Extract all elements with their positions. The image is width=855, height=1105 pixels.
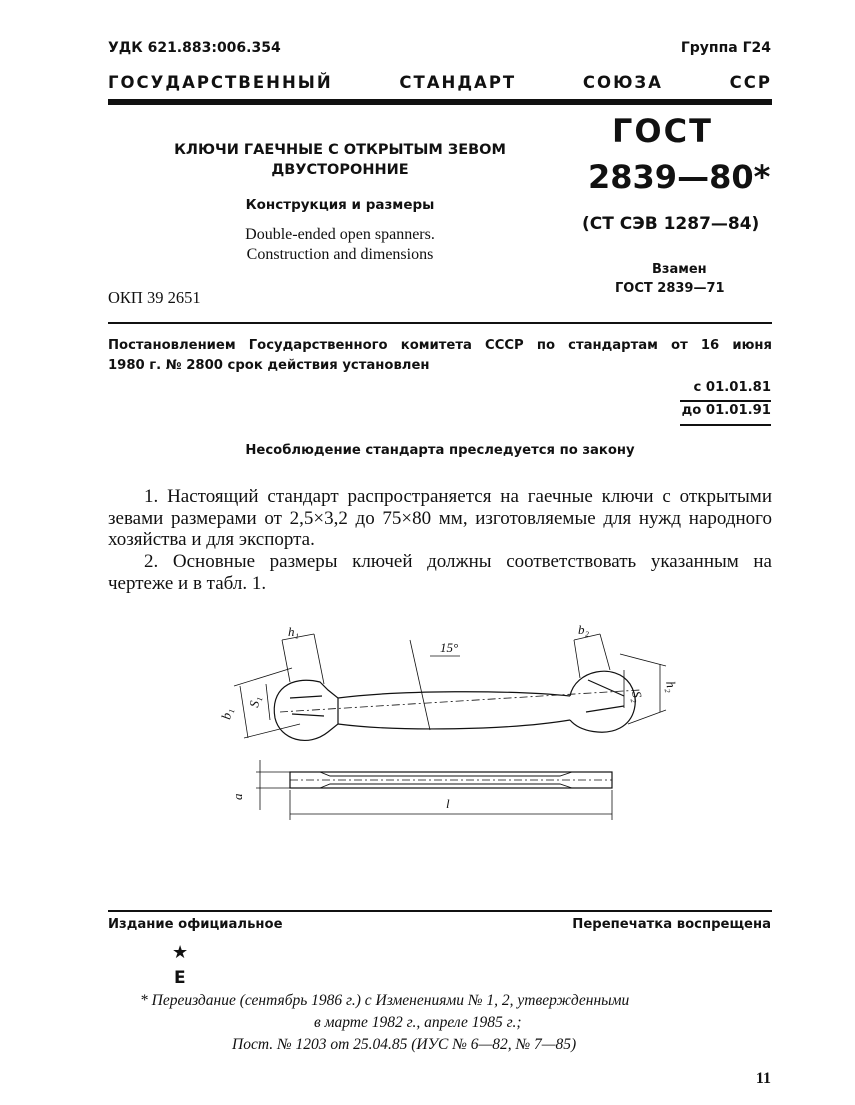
header-divider	[108, 99, 772, 105]
decree-line2: 1980 г. № 2800 срок действия установлен	[108, 358, 430, 373]
right-jaw-lines	[586, 680, 624, 712]
date-divider	[680, 400, 771, 402]
dim-b1-label: b₁	[218, 707, 235, 721]
date-divider-bottom	[680, 424, 771, 426]
replaces-gost: ГОСТ 2839—71	[615, 281, 725, 296]
dim-l-label: l	[446, 796, 450, 811]
title-ru-line2: ДВУСТОРОННИЕ	[271, 162, 409, 178]
handle-outline	[338, 692, 570, 729]
replaces-label: Взамен	[652, 262, 707, 277]
dim-b1-ext2	[244, 724, 300, 738]
dim-s1-line	[266, 684, 270, 720]
left-head-outline	[274, 680, 338, 740]
official-edition: Издание официальное	[108, 917, 283, 932]
dim-b1-line	[240, 686, 248, 738]
title-ru-line1: КЛЮЧИ ГАЕЧНЫЕ С ОТКРЫТЫМ ЗЕВОМ	[174, 142, 506, 158]
udk-code: УДК 621.883:006.354	[108, 40, 281, 56]
title-ru-subtitle: Конструкция и размеры	[245, 197, 435, 213]
dim-a-label: a	[230, 793, 245, 800]
legal-notice: Несоблюдение стандарта преследуется по закону	[245, 443, 635, 458]
dim-b2-ext1	[574, 640, 580, 678]
validity-date-from: с 01.01.81	[693, 380, 771, 395]
footnote-line1: * Переиздание (сентябрь 1986 г.) с Изменениями № 1, 2, утвержденными	[140, 992, 630, 1009]
paragraph-2: 2. Основные размеры ключей должны соответствовать указанным на чертеже и в табл. 1.	[108, 551, 772, 594]
footer-divider	[108, 910, 772, 912]
dim-h1-ext1	[282, 640, 290, 682]
dim-h1-ext2	[314, 634, 324, 684]
decree-line1: Постановлением Государственного комитета СССР по стандартам от 16 июня	[108, 338, 772, 353]
dim-h2-ext1	[620, 654, 666, 666]
title-en-line2: Construction and dimensions	[246, 246, 434, 263]
title-en-line1: Double-ended open spanners.	[245, 226, 435, 243]
footnote-line3: Пост. № 1203 от 25.04.85 (ИУС № 6—82, № 7—85)	[232, 1036, 577, 1053]
spanner-drawing	[220, 620, 690, 850]
dim-h1-label: h₁	[288, 624, 300, 639]
e-mark: Е	[174, 968, 186, 988]
reprint-notice: Перепечатка воспрещена	[572, 917, 771, 932]
star-mark: ★	[172, 942, 189, 963]
right-head-outline	[570, 671, 635, 732]
group-code: Группа Г24	[680, 40, 771, 56]
paragraph-1: 1. Настоящий стандарт распространяется на гаечные ключи с открытыми зевами размерами от 2,5×3,2 до 75×80 мм, изготовляемые для нужд народного хозяйства и для экспорта.	[108, 486, 772, 550]
okp-code: ОКП 39 2651	[108, 288, 201, 307]
page-number: 11	[755, 1070, 771, 1087]
gost-number: 2839—80*	[588, 158, 771, 196]
angle-leader	[410, 640, 430, 730]
angle-label: 15°	[440, 640, 459, 655]
validity-date-to: до 01.01.91	[681, 403, 771, 418]
dim-b2-ext2	[600, 634, 610, 670]
section-divider	[108, 322, 772, 324]
dim-s1-label: S₁	[246, 695, 263, 709]
st-sev-reference: (СТ СЭВ 1287—84)	[582, 214, 760, 234]
dim-s2-label: S₂	[629, 689, 646, 704]
left-jaw-lines	[290, 696, 324, 716]
footnote-line2: в марте 1982 г., апреле 1985 г.;	[314, 1014, 522, 1031]
dim-b1-ext1	[234, 668, 292, 686]
title-block	[110, 140, 570, 265]
dim-b2-label: b₂	[578, 622, 590, 637]
dim-h2-label: h₂	[663, 679, 680, 694]
standard-header: ГОСУДАРСТВЕННЫЙ СТАНДАРТ СОЮЗА ССР	[108, 73, 772, 92]
gost-label: ГОСТ	[612, 112, 713, 150]
axis-line	[280, 690, 640, 712]
